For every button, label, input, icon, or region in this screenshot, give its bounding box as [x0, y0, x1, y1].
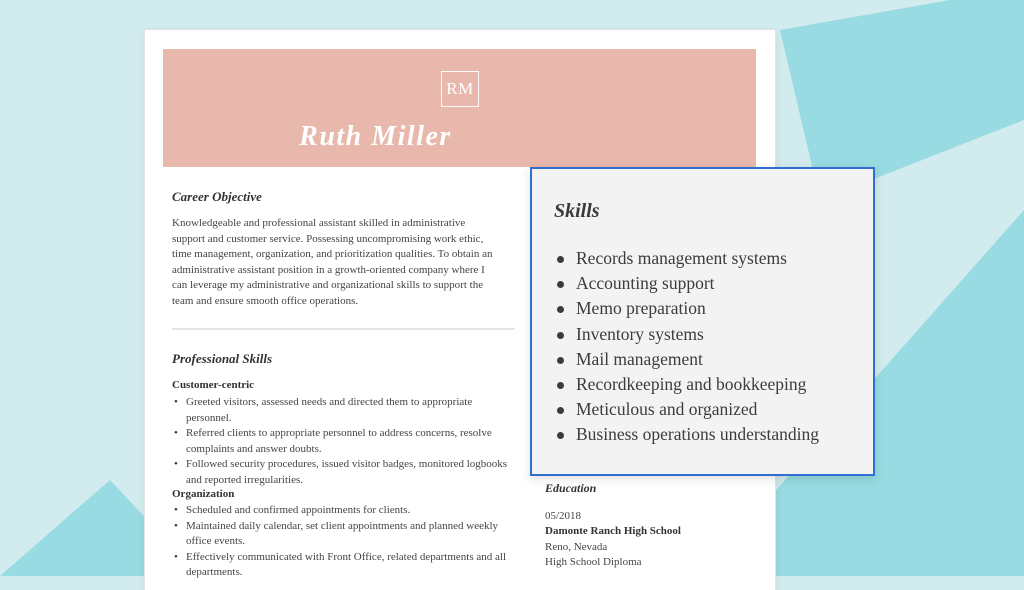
list-item: • Scheduled and confirmed appointments for clients. [172, 503, 517, 519]
education-school: Damonte Ranch High School [545, 525, 681, 537]
professional-skills-title: Professional Skills [172, 351, 273, 366]
education-date: 05/2018 [545, 510, 582, 522]
skill-item: Mail management [554, 347, 819, 372]
career-objective-text [172, 216, 522, 309]
skills-group-list [172, 395, 517, 488]
resume-name: Ruth Miller [299, 121, 452, 152]
list-item: • Effectively communicated with Front Office, related departments and all departments. [172, 550, 517, 581]
skill-item: Recordkeeping and bookkeeping [554, 372, 819, 397]
objective-line: team and ensure smooth office operations. [172, 294, 359, 307]
objective-line: administrative assistant position in a growth-oriented company where I [172, 263, 485, 276]
career-objective-title: Career Objective [172, 189, 262, 204]
education-degree: High School Diploma [545, 556, 642, 568]
skill-item: Business operations understanding [554, 422, 819, 447]
skills-callout-title: Skills [554, 200, 600, 222]
list-item: • Followed security procedures, issued visitor badges, monitored logbooks and reported irregularities. [172, 457, 517, 488]
skill-item: Records management systems [554, 246, 819, 271]
list-item: • Maintained daily calendar, set client appointments and planned weekly office events. [172, 519, 517, 550]
objective-line: support and customer service. Possessing uncompromising work ethic, [172, 232, 484, 245]
skill-item: Accounting support [554, 271, 819, 296]
objective-line: can leverage my administrative and organizational skills to support the [172, 279, 484, 291]
skills-callout-card [530, 167, 875, 476]
list-item: • Greeted visitors, assessed needs and directed them to appropriate personnel. [172, 395, 517, 426]
skill-item: Inventory systems [554, 322, 819, 347]
objective-line: time management, organization, and prioritization qualities. To obtain an [172, 248, 493, 260]
monogram-logo: RM [441, 71, 479, 107]
skills-callout-list [554, 246, 819, 448]
skill-item: Memo preparation [554, 296, 819, 321]
skills-group-heading: Customer-centric [172, 379, 255, 391]
section-divider [172, 328, 515, 330]
education-title: Education [545, 481, 597, 495]
skill-item: Meticulous and organized [554, 397, 819, 422]
list-item: • Referred clients to appropriate personnel to address concerns, resolve complaints and answer doubts. [172, 426, 517, 457]
objective-line: Knowledgeable and professional assistant skilled in administrative [172, 217, 466, 229]
education-location: Reno, Nevada [545, 541, 608, 553]
skills-group-list [172, 503, 517, 581]
skills-group-heading: Organization [172, 488, 235, 500]
